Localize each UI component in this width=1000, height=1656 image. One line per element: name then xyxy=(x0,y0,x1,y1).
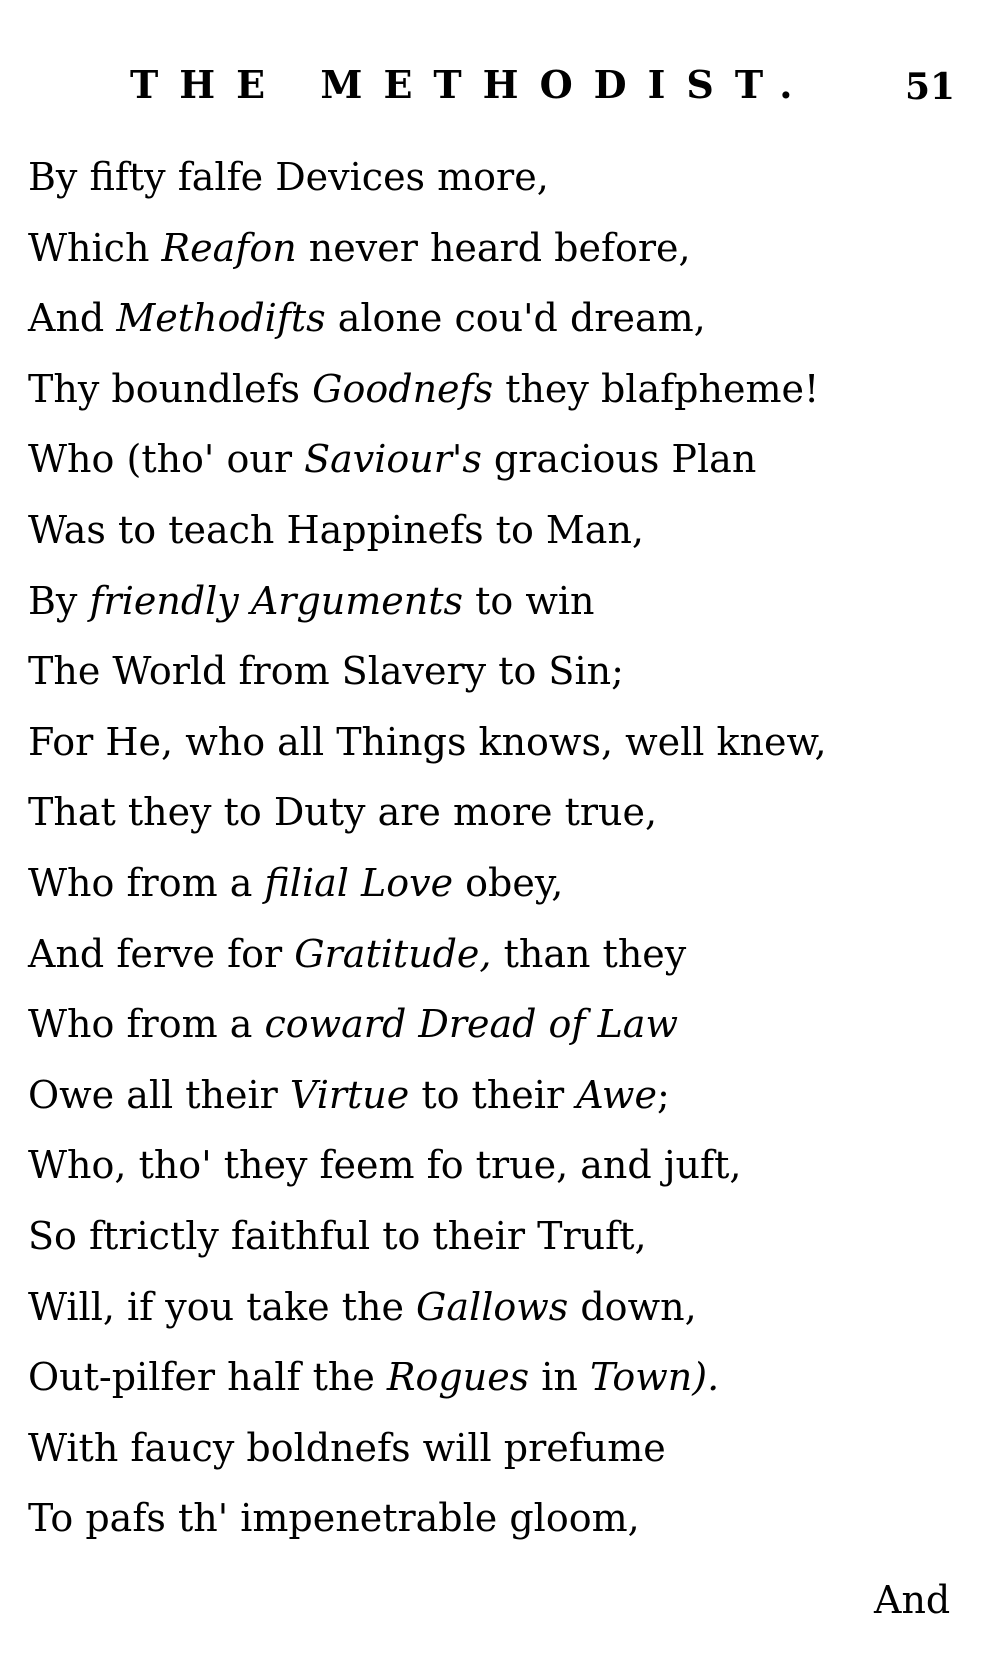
verse-line xyxy=(28,919,968,990)
verse-text: Which xyxy=(28,225,162,270)
verse-italic-text: Reafon xyxy=(161,225,297,270)
verse-italic-text: Gallows xyxy=(416,1284,569,1329)
verse-text: By fifty falfe Devices more, xyxy=(28,155,549,199)
verse-text: Out-pilfer half the xyxy=(28,1355,387,1400)
verse-line xyxy=(28,1272,968,1343)
verse-line xyxy=(28,1483,968,1554)
verse-italic-text: coward Dread of Law xyxy=(264,1002,678,1047)
catchword: And xyxy=(874,1578,951,1622)
verse-line xyxy=(28,142,968,213)
verse-text: in xyxy=(529,1355,590,1400)
verse-text: Thy boundlefs xyxy=(28,366,313,411)
verse-text: gracious Plan xyxy=(481,437,757,482)
verse-text: Owe all their xyxy=(28,1072,290,1117)
verse-text: down, xyxy=(568,1284,697,1329)
verse-italic-text: friendly Arguments xyxy=(89,578,464,623)
verse-line xyxy=(28,1130,968,1201)
verse-text: By xyxy=(28,578,90,623)
verse-text: Who from a xyxy=(28,1002,265,1047)
poem-text xyxy=(28,142,968,1554)
verse-italic-text: Town). xyxy=(589,1355,720,1400)
verse-italic-text: Virtue xyxy=(289,1072,410,1117)
verse-text: than they xyxy=(491,931,687,976)
verse-line xyxy=(28,989,968,1060)
verse-text: obey, xyxy=(453,860,564,905)
verse-text: To pafs th' impenetrable gloom, xyxy=(28,1496,640,1541)
verse-italic-text: Awe xyxy=(576,1072,657,1117)
verse-text: never heard before, xyxy=(296,225,691,270)
verse-line xyxy=(28,1342,968,1413)
verse-text: With faucy boldnefs will prefume xyxy=(28,1425,666,1470)
verse-text: alone cou'd dream, xyxy=(325,296,706,341)
verse-line xyxy=(28,354,968,425)
verse-line xyxy=(28,424,968,495)
verse-line xyxy=(28,1413,968,1484)
verse-italic-text: Goodnefs xyxy=(312,366,494,411)
page-number: 51 xyxy=(905,66,956,108)
verse-italic-text: Gratitude, xyxy=(294,931,492,976)
verse-text: they blafpheme! xyxy=(493,366,820,411)
verse-line xyxy=(28,283,968,354)
verse-text: The World from Slavery to Sin; xyxy=(28,649,624,694)
verse-line xyxy=(28,213,968,284)
verse-text: Who, tho' they feem fo true, and juft, xyxy=(28,1143,742,1188)
verse-line xyxy=(28,566,968,637)
verse-text: That they to Duty are more true, xyxy=(28,790,658,835)
verse-line xyxy=(28,848,968,919)
verse-text: Who (tho' our xyxy=(28,437,305,482)
verse-line xyxy=(28,1060,968,1131)
verse-italic-text: Rogues xyxy=(386,1355,530,1400)
verse-text: So ftrictly faithful to their Truft, xyxy=(28,1213,647,1258)
verse-text: And xyxy=(28,296,117,341)
verse-text: And ferve for xyxy=(28,931,295,976)
verse-text: to their xyxy=(409,1072,577,1117)
verse-text: Will, if you take the xyxy=(28,1284,417,1329)
verse-text: Was to teach Happinefs to Man, xyxy=(28,507,645,552)
verse-line xyxy=(28,636,968,707)
verse-text: Who from a xyxy=(28,860,265,905)
verse-text: to win xyxy=(463,578,595,623)
verse-italic-text: filial Love xyxy=(264,860,454,905)
verse-italic-text: Methodifts xyxy=(116,296,326,341)
verse-text: For He, who all Things knows, well knew, xyxy=(28,719,827,764)
verse-line xyxy=(28,777,968,848)
verse-line xyxy=(28,707,968,778)
running-title: THE METHODIST. xyxy=(130,62,814,107)
verse-line xyxy=(28,1201,968,1272)
verse-line xyxy=(28,495,968,566)
verse-text: ; xyxy=(656,1072,670,1117)
verse-italic-text: Saviour's xyxy=(304,437,482,482)
